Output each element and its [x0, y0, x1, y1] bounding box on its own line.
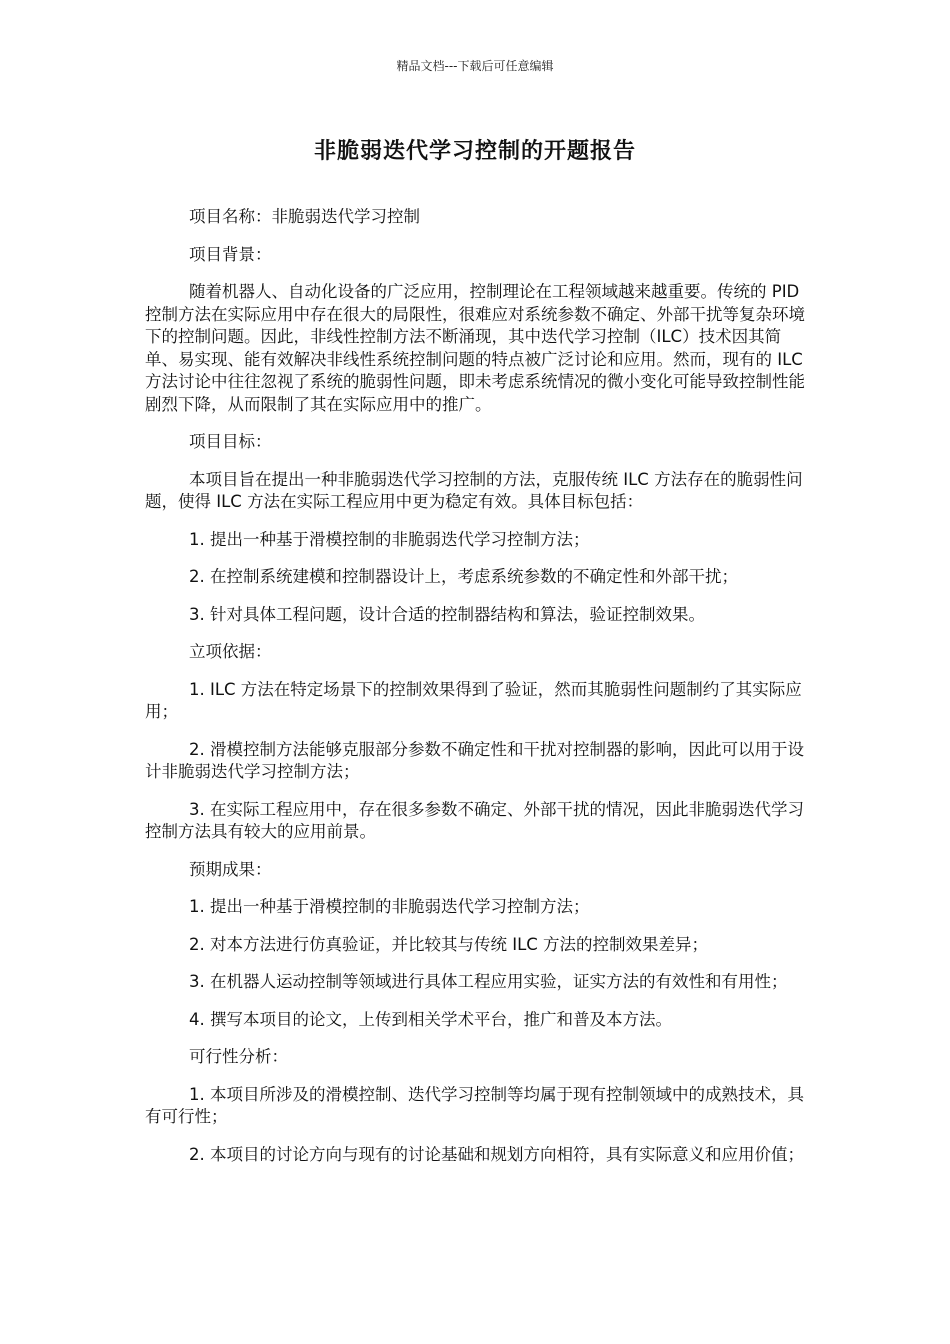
section-heading-basis: 立项依据：: [189, 642, 272, 661]
basis-item: 3. 在实际工程应用中，存在很多参数不确定、外部干扰的情况，因此非脆弱迭代学习控制方法具有较大的应用前景。: [145, 799, 804, 841]
document-body: [145, 206, 805, 1181]
outcome-item: 2. 对本方法进行仿真验证，并比较其与传统 ILC 方法的控制效果差异；: [189, 934, 709, 954]
goal-item: 1. 提出一种基于滑模控制的非脆弱迭代学习控制方法；: [189, 529, 590, 549]
outcome-item: 4. 撰写本项目的论文，上传到相关学术平台，推广和普及本方法。: [189, 1009, 672, 1029]
section-heading-feasibility: 可行性分析：: [189, 1047, 288, 1066]
section-heading-outcomes: 预期成果：: [189, 859, 272, 879]
section-heading-background: 项目背景：: [189, 244, 272, 264]
project-name-line: 项目名称：非脆弱迭代学习控制: [189, 207, 420, 226]
goal-item: 2. 在控制系统建模和控制器设计上，考虑系统参数的不确定性和外部干扰；: [189, 567, 738, 586]
basis-item: 1. ILC 方法在特定场景下的控制效果得到了验证，然而其脆弱性问题制约了其实际应用；: [145, 679, 802, 721]
feasibility-item: 1. 本项目所涉及的滑模控制、迭代学习控制等均属于现有控制领域中的成熟技术，具有可行性；: [145, 1084, 804, 1126]
page-header: 精品文档---下载后可任意编辑: [396, 59, 554, 73]
basis-item: 2. 滑模控制方法能够克服部分参数不确定性和干扰对控制器的影响，因此可以用于设计非脆弱迭代学习控制方法；: [145, 739, 804, 781]
document-title: 非脆弱迭代学习控制的开题报告: [313, 139, 636, 164]
background-paragraph: 随着机器人、自动化设备的广泛应用，控制理论在工程领域越来越重要。传统的 PID 控制方法在实际应用中存在很大的局限性，很难应对系统参数不确定、外部干扰等复杂环境下的控制问题。因此，非线性控制方法不断涌现，其中迭代学习控制（ILC）技术因其简单、易实现、能有效解决非线性系统控制问题的特点被广泛讨论和应用。然而，现有的 ILC 方法讨论中往往忽视了系统的脆弱性问题，即未考虑系统情况的微小变化可能导致控制性能剧烈下降，从而限制了其在实际应用中的推广。: [145, 282, 805, 414]
section-heading-goals: 项目目标：: [189, 432, 272, 451]
goal-item: 3. 针对具体工程问题，设计合适的控制器结构和算法，验证控制效果。: [189, 604, 705, 624]
outcome-item: 1. 提出一种基于滑模控制的非脆弱迭代学习控制方法；: [189, 897, 590, 916]
feasibility-item: 2. 本项目的讨论方向与现有的讨论基础和规划方向相符，具有实际意义和应用价值；: [189, 1144, 804, 1164]
goals-paragraph: 本项目旨在提出一种非脆弱迭代学习控制的方法，克服传统 ILC 方法存在的脆弱性问题，使得 ILC 方法在实际工程应用中更为稳定有效。具体目标包括：: [145, 469, 803, 511]
outcome-item: 3. 在机器人运动控制等领域进行具体工程应用实验，证实方法的有效性和有用性；: [189, 972, 788, 991]
